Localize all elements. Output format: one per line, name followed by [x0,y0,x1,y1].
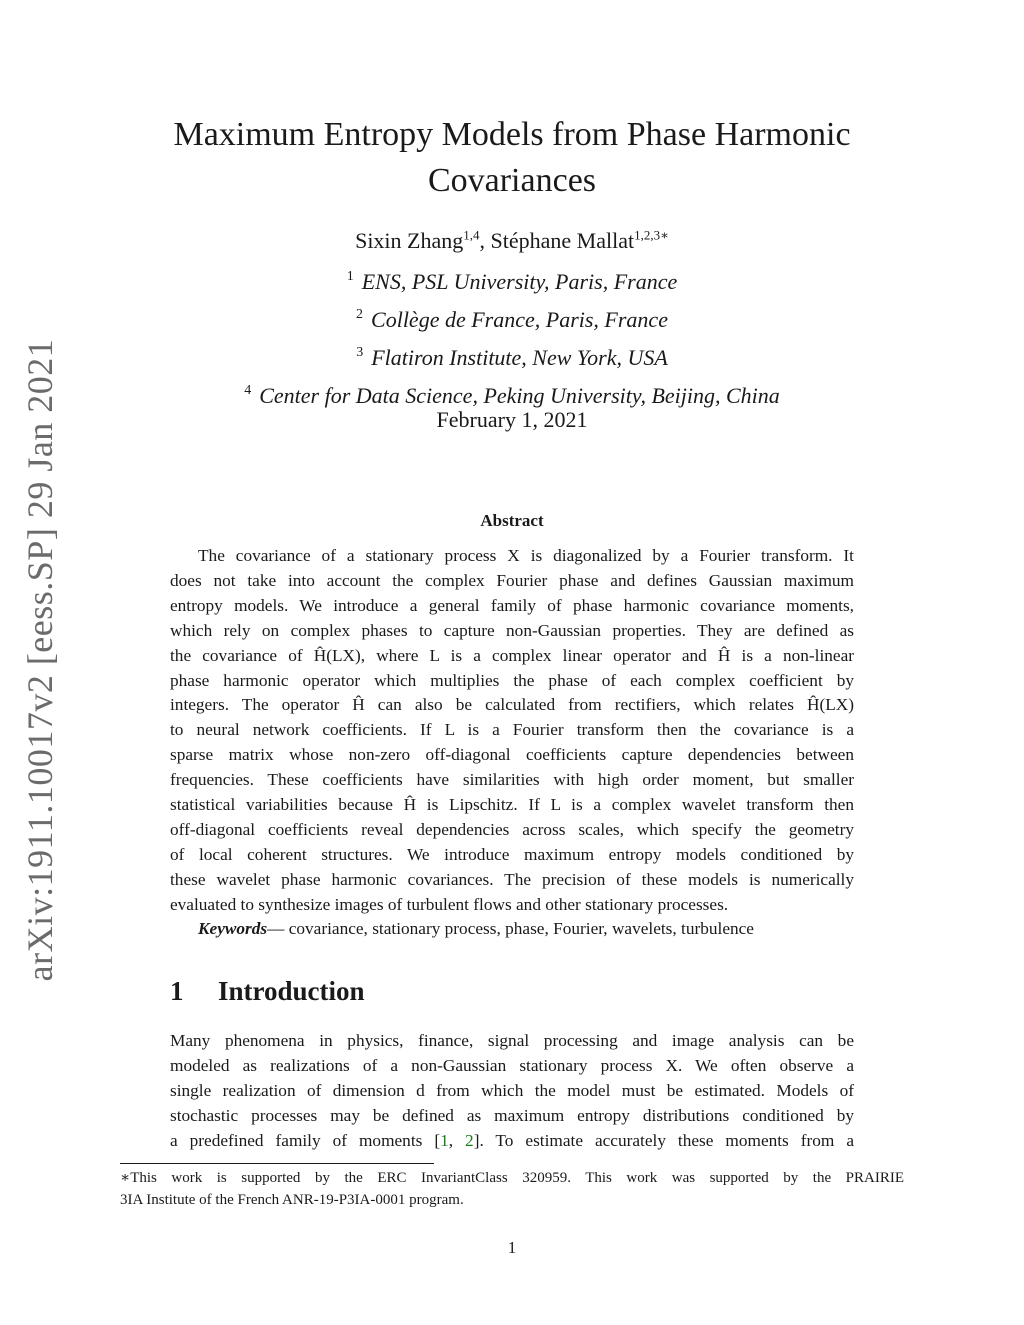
footnote-line: 3IA Institute of the French ANR-19-P3IA-0001 program. [120,1192,464,1208]
section-heading [170,976,365,1007]
author-affiliation-marks: 1,4 [463,227,480,243]
abstract-line: these wavelet phase harmonic covariances. The precision of these models is numerically [170,869,854,889]
abstract-line: evaluated to synthesize images of turbulent flows and other stationary processes. [170,894,729,914]
author-name: Stéphane Mallat [490,228,635,253]
abstract-line: off-diagonal coefficients reveal dependencies across scales, which specify the geometry [170,819,854,839]
abstract-body [170,544,854,918]
paragraph-line: modeled as realizations of a non-Gaussian stationary process X. We often observe a [170,1055,854,1075]
arxiv-identifier-stamp: arXiv:1911.10017v2 [eess.SP] 29 Jan 2021 [20,338,60,982]
footnote-divider [120,1163,434,1164]
abstract-line: of local coherent structures. We introduce maximum entropy models conditioned by [170,844,854,864]
paper-title [120,112,904,204]
affiliation-number: 3 [356,345,364,360]
abstract-line: integers. The operator Ĥ can also be calculated from rectifiers, which relates Ĥ(LX) [170,695,854,715]
abstract-line: frequencies. These coefficients have similarities with high order moment, but smaller [170,770,854,790]
citation-link[interactable]: 2 [465,1130,474,1150]
affiliation-number: 2 [356,307,364,322]
affiliation-text: Flatiron Institute, New York, USA [371,345,668,370]
paragraph-text: ]. To estimate accurately these moments from a [473,1130,855,1150]
keywords-line [198,919,754,939]
citation-link[interactable]: 1 [440,1130,449,1150]
abstract-line: entropy models. We introduce a general family of phase harmonic covariance moments, [170,595,854,615]
abstract-line: statistical variabilities because Ĥ is Lipschitz. If L is a complex wavelet transform then [170,795,854,815]
publication-date: February 1, 2021 [436,407,588,432]
affiliation [120,298,904,336]
abstract-heading: Abstract [480,511,544,530]
keywords-text: — covariance, stationary process, phase, Fourier, wavelets, turbulence [267,919,754,938]
paper-title-line: Maximum Entropy Models from Phase Harmonic [173,116,851,153]
author-list [120,228,904,254]
abstract-line: does not take into account the complex Fourier phase and defines Gaussian maximum [170,570,854,590]
abstract-line: to neural network coefficients. If L is a Fourier transform then the covariance is a [170,720,854,740]
paragraph-line: single realization of dimension d from which the model must be estimated. Models of [170,1080,854,1100]
author-affiliation-marks: 1,2,3∗ [634,227,669,243]
affiliation-number: 1 [346,269,354,284]
affiliation [120,260,904,298]
section-title: Introduction [218,976,365,1006]
keywords-label: Keywords [198,919,268,938]
introduction-paragraph [170,1029,854,1154]
abstract-line: which rely on complex phases to capture non-Gaussian properties. They are defined as [170,620,854,640]
author-name: Sixin Zhang [355,228,464,253]
footnote [120,1167,904,1211]
affiliation-text: Center for Data Science, Peking University, Beijing, China [259,383,780,408]
author-separator: , [479,228,491,253]
abstract-line: The covariance of a stationary process X is diagonalized by a Fourier transform. It [198,546,854,565]
footnote-line: ∗This work is supported by the ERC InvariantClass 320959. This work was supported by the PRAIRIE [120,1170,904,1186]
citation-separator: , [448,1130,466,1150]
affiliation-list [120,260,904,412]
paragraph-line: Many phenomena in physics, finance, signal processing and image analysis can be [170,1031,854,1050]
page-number: 1 [507,1238,517,1257]
paragraph-line [170,1129,854,1154]
abstract-line: the covariance of Ĥ(LX), where L is a complex linear operator and Ĥ is a non-linear [170,645,854,665]
abstract-line: sparse matrix whose non-zero off-diagonal coefficients capture dependencies between [170,745,854,765]
affiliation-number: 4 [244,383,252,398]
section-number: 1 [170,976,184,1006]
paper-title-line: Covariances [427,162,597,199]
paragraph-line: stochastic processes may be defined as maximum entropy distributions conditioned by [170,1105,854,1125]
affiliation-text: ENS, PSL University, Paris, France [361,269,678,294]
abstract-line: phase harmonic operator which multiplies the phase of each complex coefficient by [170,670,854,690]
affiliation-text: Collège de France, Paris, France [371,307,668,332]
affiliation [120,336,904,374]
paragraph-text: a predefined family of moments [ [170,1130,441,1150]
